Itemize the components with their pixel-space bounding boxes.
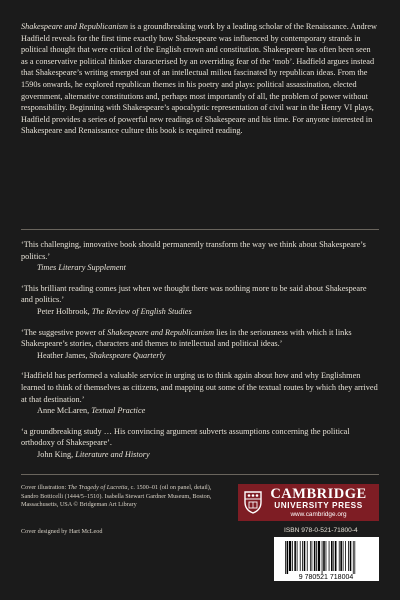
review-quote: ‘This challenging, innovative book should permanently transform the way we think about Shakespeare’s politics.’	[21, 240, 366, 261]
review-quote: ‘a groundbreaking study … His convincing argument subverts assumptions concerning the political orthodoxy of Shakespeare’.	[21, 426, 350, 448]
review-author: John King,	[37, 449, 76, 459]
barcode-bar	[297, 541, 298, 571]
barcode-bar	[314, 541, 316, 571]
review-item	[21, 426, 379, 461]
barcode-bar	[307, 541, 308, 571]
review-item	[21, 370, 379, 416]
review-publication: Literature and History	[75, 449, 150, 459]
illustration-credit	[21, 484, 226, 510]
cover-credits	[21, 484, 226, 536]
review-publication: Shakespeare Quarterly	[89, 350, 166, 360]
barcode-bar	[343, 541, 344, 571]
review-source	[21, 306, 379, 318]
barcode-bar	[323, 541, 325, 571]
review-source	[21, 262, 379, 274]
publisher-url: www.cambridge.org	[290, 511, 347, 518]
illustration-credit-post: , c. 1500–01 (oil on panel, detail), Sandro Botticelli (1444/5–1510). Isabella Stewart Gardner Museum, Boston, Massachusetts, USA © Bridgeman Art Library	[21, 484, 212, 509]
review-quote: ‘This brilliant reading comes just when we thought there was nothing more to be said about Shakespeare and politics.’	[21, 283, 367, 305]
bottom-divider	[21, 474, 379, 475]
crest-icon	[243, 490, 263, 514]
top-divider	[21, 229, 379, 230]
review-publication: Textual Practice	[91, 406, 146, 416]
barcode-graphic	[274, 537, 379, 581]
review-author: Peter Holbrook,	[37, 306, 92, 316]
barcode-bar	[348, 541, 349, 571]
barcode-bar	[345, 541, 346, 571]
publisher-subtitle: UNIVERSITY PRESS	[274, 501, 363, 510]
barcode-bar	[322, 541, 323, 574]
isbn-label: ISBN 978-0-521-71800-4	[284, 527, 358, 534]
review-publication: The Review of English Studies	[91, 306, 192, 316]
review-author: Heather James,	[37, 350, 90, 360]
review-quote-post: lies in the seriousness with which it links Shakespeare’s stories, characters and themes to intellectual and political ideas.’	[21, 327, 352, 349]
review-source	[21, 405, 379, 417]
barcode-bar	[289, 541, 291, 571]
barcode-digits: 9 780521 718004	[298, 574, 354, 581]
review-quote: ‘Hadfield has performed a valuable service in urging us to think again about how and why Englishmen learned to think of themselves as citizens, and mapping out some of the textual routes by which they arrived at that destination.’	[21, 371, 378, 404]
barcode-bar	[294, 541, 296, 571]
barcode-bar	[318, 541, 320, 571]
review-quote	[21, 327, 379, 350]
barcode-bar	[310, 541, 311, 571]
illustration-credit-pre: Cover illustration:	[21, 484, 68, 491]
barcode-bar	[287, 541, 289, 574]
barcode-bar	[292, 541, 293, 571]
barcode-bar	[285, 541, 286, 574]
publisher-name: CAMBRIDGE	[270, 486, 367, 502]
review-item	[21, 327, 379, 362]
publisher-logo	[238, 484, 379, 521]
review-item	[21, 239, 379, 274]
barcode-bar	[300, 541, 301, 571]
barcode-bar	[326, 541, 327, 571]
barcode-bar	[312, 541, 313, 571]
barcode-bar	[304, 541, 306, 571]
barcode-bar	[335, 541, 337, 571]
barcode	[274, 537, 379, 581]
review-quote-pre: ‘The suggestive power of	[21, 327, 108, 337]
review-source	[21, 449, 379, 461]
blurb-paragraph	[21, 21, 379, 137]
blurb-book-title: Shakespeare and Republicanism	[21, 22, 128, 31]
barcode-bar	[353, 541, 354, 574]
barcode-bar	[350, 541, 352, 571]
barcode-bar	[329, 541, 330, 571]
review-list	[21, 239, 379, 470]
review-source	[21, 350, 379, 362]
review-publication: Times Literary Supplement	[37, 263, 126, 273]
barcode-bar	[354, 541, 355, 574]
review-author: Anne McLaren,	[37, 406, 92, 416]
barcode-bar	[333, 541, 334, 571]
designer-credit: Cover designed by Hart McLeod	[21, 527, 103, 535]
barcode-bar	[331, 541, 333, 571]
review-quote-book-title: Shakespeare and Republicanism	[107, 327, 215, 337]
barcode-bar	[316, 541, 317, 571]
illustration-title: The Tragedy of Lucretia	[67, 484, 128, 491]
blurb-text: is a groundbreaking work by a leading scholar of the Renaissance. Andrew Hadfield reveals for the first time exactly how Shakespeare was influenced by contemporary strands in political thought that were critical of the English crown and constitution. Shakespeare has often been seen as a conservative political thinker characterised by an overriding fear of the ‘mob’. Hadfield argues instead that Shakespeare’s writing emerged out of an intellectual milieu fascinated by republican ideas. From the 1590s onwards, he explored republican themes in his poetry and plays: political assassination, elected government, alternative constitutions and, perhaps most importantly of all, the problem of power without responsibility. Beginning with Shakespeare’s apocalyptic representation of civil war in the Henry VI plays, Hadfield provides a series of powerful new readings of Shakespeare and his time. For anyone interested in Shakespeare and Renaissance culture this book is required reading.	[21, 22, 377, 136]
barcode-bar	[302, 541, 303, 571]
review-item	[21, 283, 379, 318]
barcode-bar	[340, 541, 342, 571]
barcode-bar	[339, 541, 340, 571]
